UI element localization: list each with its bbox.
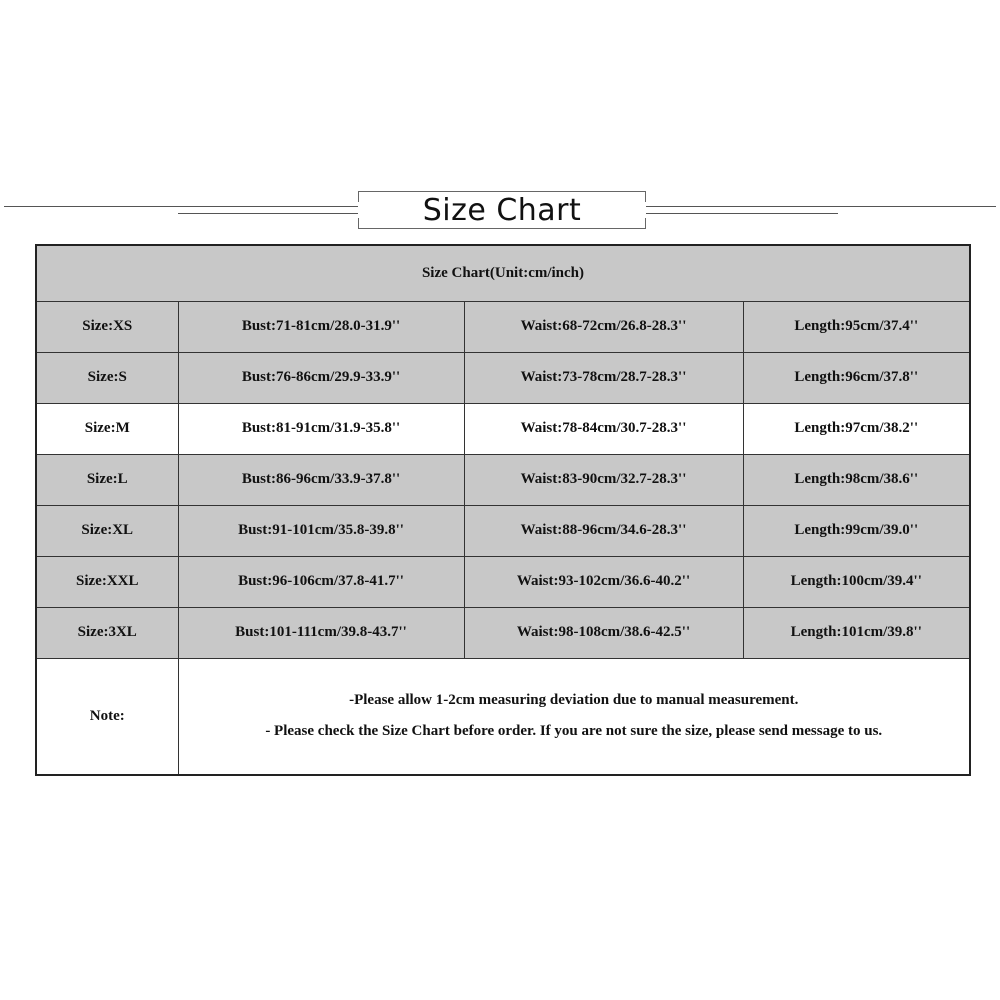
note-content <box>178 658 970 775</box>
length-cell: Length:100cm/39.4'' <box>743 556 970 607</box>
size-cell: Size:L <box>36 454 178 505</box>
waist-cell: Waist:88-96cm/34.6-28.3'' <box>464 505 743 556</box>
bust-cell: Bust:91-101cm/35.8-39.8'' <box>178 505 464 556</box>
bust-cell: Bust:81-91cm/31.9-35.8'' <box>178 403 464 454</box>
table-row <box>36 607 970 658</box>
title-frame <box>358 191 646 229</box>
size-cell: Size:XXL <box>36 556 178 607</box>
length-cell: Length:98cm/38.6'' <box>743 454 970 505</box>
bust-cell: Bust:71-81cm/28.0-31.9'' <box>178 301 464 352</box>
note-line-1: -Please allow 1-2cm measuring deviation due to manual measurement. <box>349 692 799 709</box>
length-cell: Length:95cm/37.4'' <box>743 301 970 352</box>
length-cell: Length:101cm/39.8'' <box>743 607 970 658</box>
size-cell: Size:M <box>36 403 178 454</box>
bust-cell: Bust:96-106cm/37.8-41.7'' <box>178 556 464 607</box>
bust-cell: Bust:76-86cm/29.9-33.9'' <box>178 352 464 403</box>
size-cell: Size:XS <box>36 301 178 352</box>
waist-cell: Waist:73-78cm/28.7-28.3'' <box>464 352 743 403</box>
table-row <box>36 454 970 505</box>
header-line-right-short <box>646 213 838 214</box>
size-cell: Size:XL <box>36 505 178 556</box>
table-row <box>36 352 970 403</box>
note-row <box>36 658 970 775</box>
size-cell: Size:S <box>36 352 178 403</box>
length-cell: Length:96cm/37.8'' <box>743 352 970 403</box>
header-line-left-short <box>178 213 358 214</box>
table-header: Size Chart(Unit:cm/inch) <box>36 245 970 301</box>
note-line-2: - Please check the Size Chart before order. If you are not sure the size, please send message to us. <box>265 723 883 740</box>
note-label: Note: <box>36 658 178 775</box>
size-chart-table <box>35 244 971 776</box>
bust-cell: Bust:101-111cm/39.8-43.7'' <box>178 607 464 658</box>
waist-cell: Waist:78-84cm/30.7-28.3'' <box>464 403 743 454</box>
bust-cell: Bust:86-96cm/33.9-37.8'' <box>178 454 464 505</box>
waist-cell: Waist:98-108cm/38.6-42.5'' <box>464 607 743 658</box>
header-line-right-long <box>646 206 996 207</box>
table-row <box>36 301 970 352</box>
length-cell: Length:99cm/39.0'' <box>743 505 970 556</box>
waist-cell: Waist:68-72cm/26.8-28.3'' <box>464 301 743 352</box>
table-header-row <box>36 245 970 301</box>
table-row <box>36 403 970 454</box>
length-cell: Length:97cm/38.2'' <box>743 403 970 454</box>
page-title: Size Chart <box>422 193 582 228</box>
waist-cell: Waist:83-90cm/32.7-28.3'' <box>464 454 743 505</box>
size-cell: Size:3XL <box>36 607 178 658</box>
table-row <box>36 556 970 607</box>
header-line-left-long <box>4 206 358 207</box>
table-row <box>36 505 970 556</box>
waist-cell: Waist:93-102cm/36.6-40.2'' <box>464 556 743 607</box>
